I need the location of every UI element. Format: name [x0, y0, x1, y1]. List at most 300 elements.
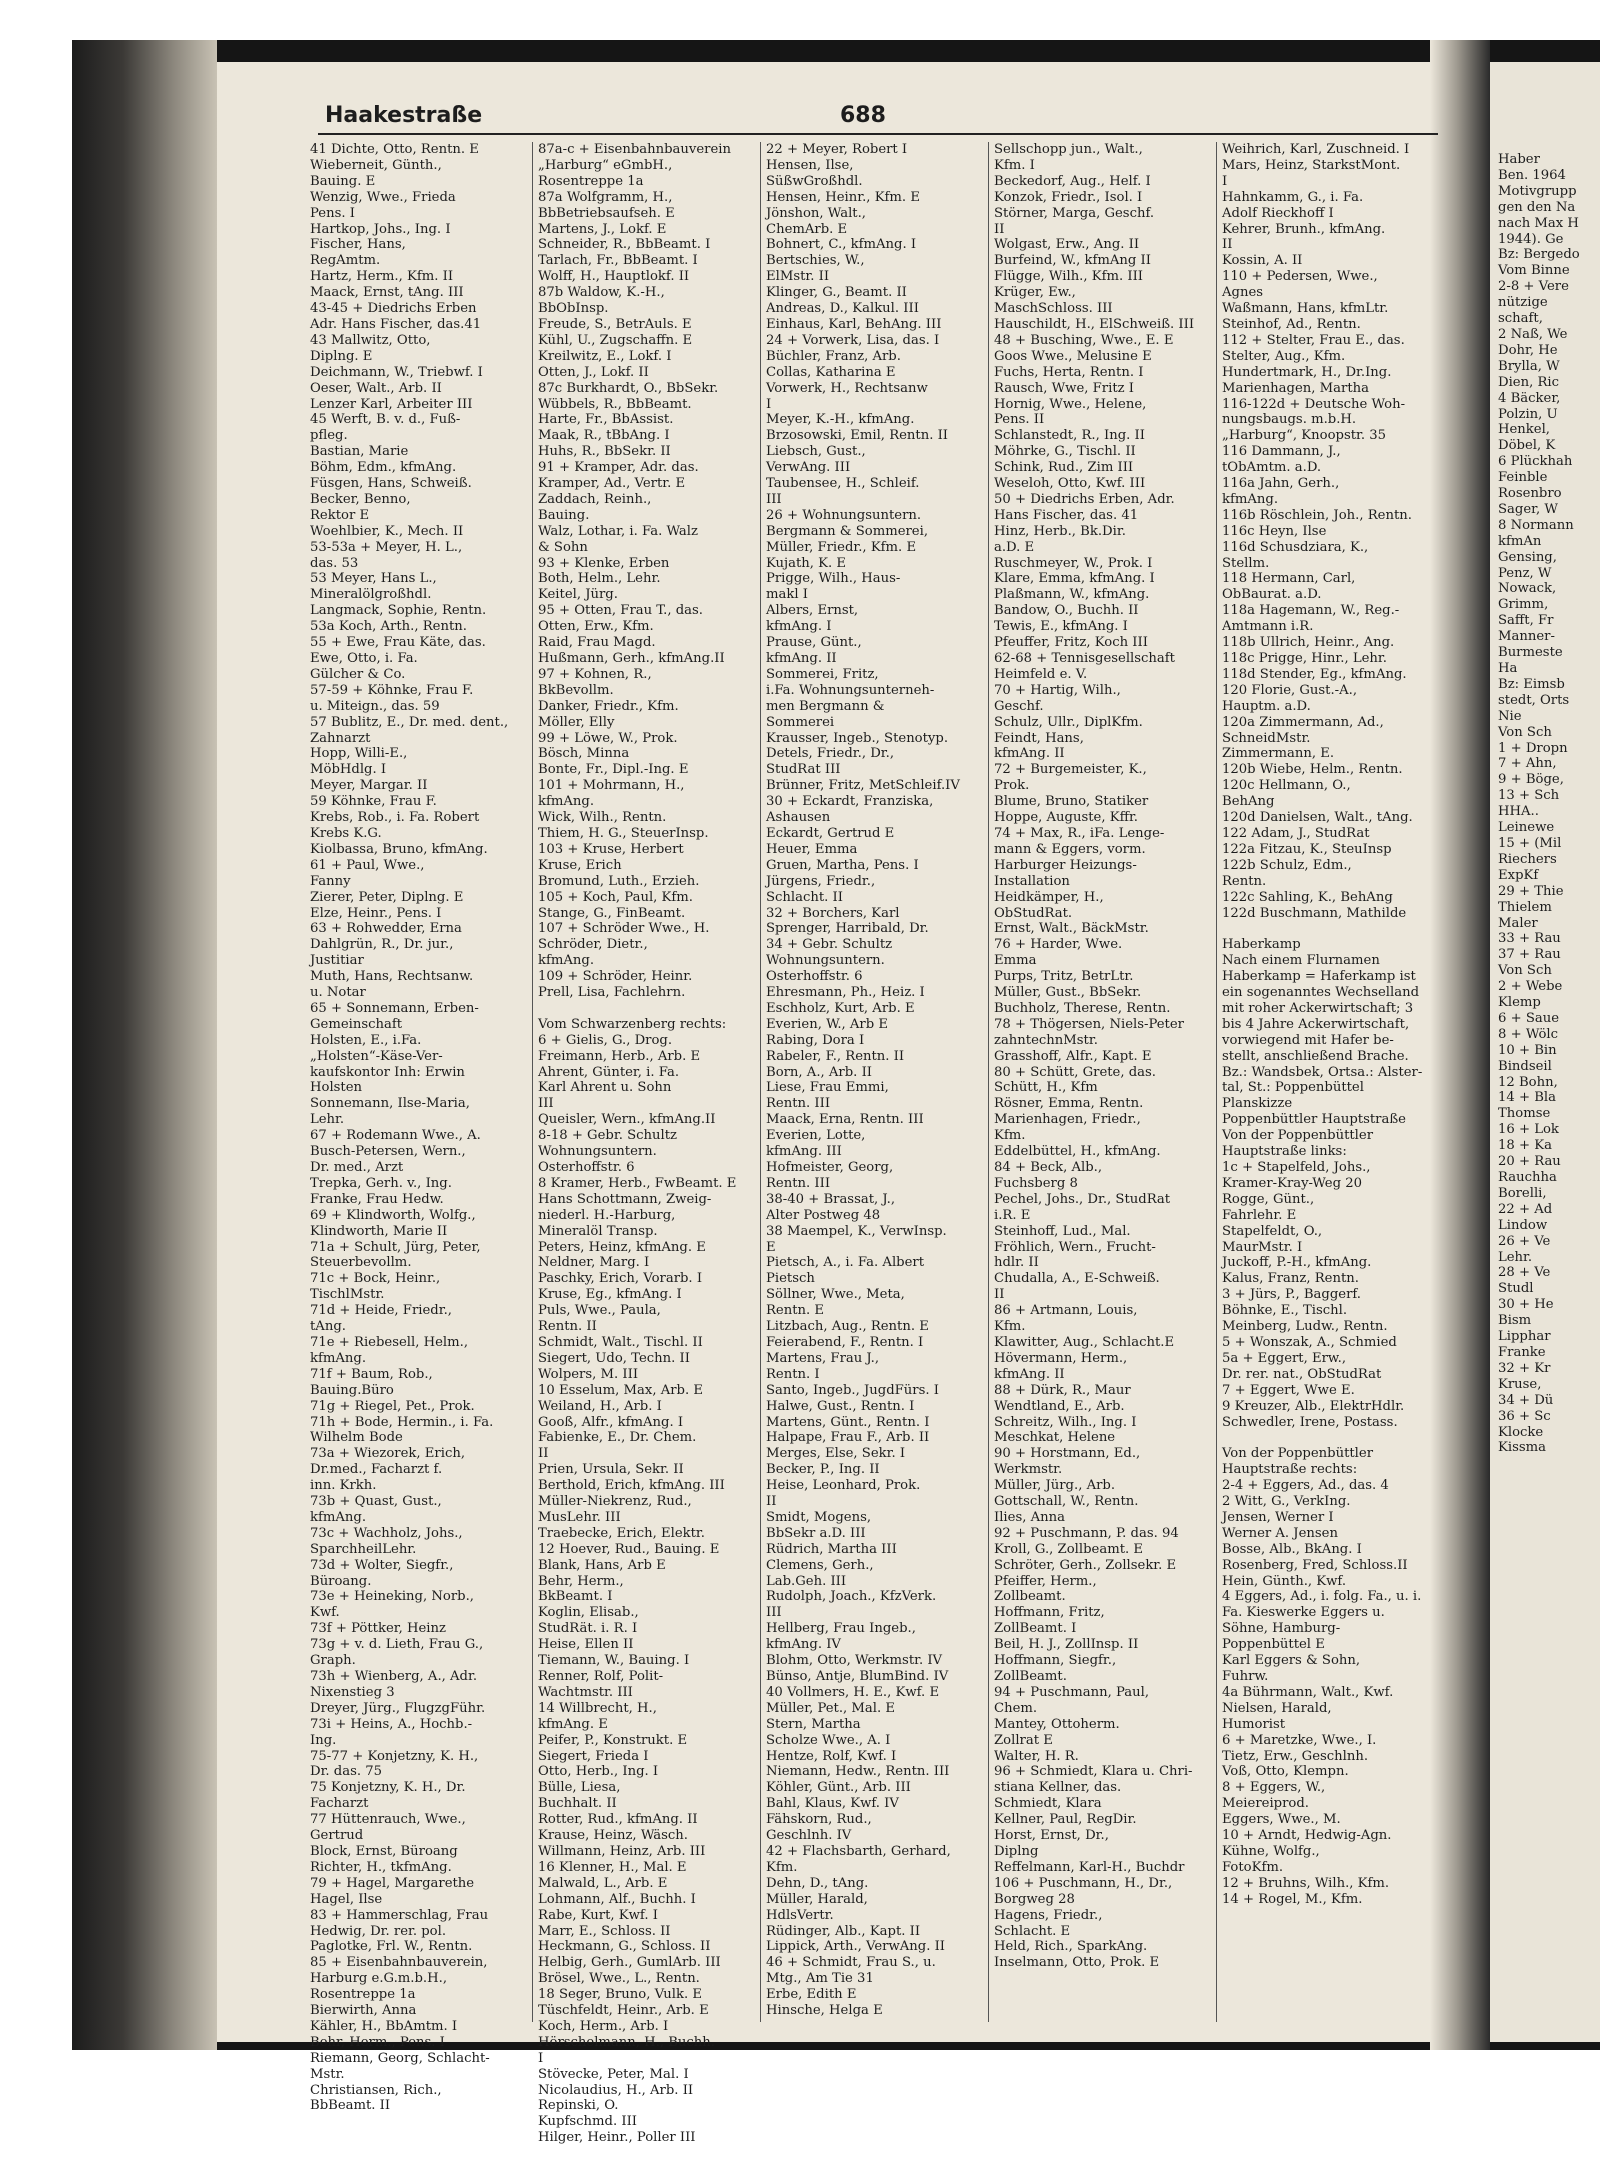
directory-entry: Tietz, Erw., Geschlnh. — [1222, 1748, 1369, 1764]
directory-entry: nungsbaugs. m.b.H. — [1222, 412, 1357, 428]
directory-entry: Freimann, Herb., Arb. E — [538, 1048, 701, 1064]
directory-entry: 87c Burkhardt, O., BbSekr. — [538, 380, 719, 396]
directory-entry: Ernst, Walt., BäckMstr. — [994, 921, 1149, 937]
directory-entry: 86 + Artmann, Louis, — [994, 1303, 1138, 1319]
directory-entry: Werner A. Jensen — [1222, 1525, 1338, 1541]
directory-entry: Martens, J., Lokf. E — [538, 221, 667, 237]
directory-entry: 10 Esselum, Max, Arb. E — [538, 1382, 704, 1398]
directory-entry: 90 + Horstmann, Ed., — [994, 1446, 1141, 1462]
directory-entry: Krebs K.G. — [310, 825, 382, 841]
directory-entry: niederl. H.-Harburg, — [538, 1207, 676, 1223]
directory-entry: Harburg e.G.m.b.H., — [310, 1971, 448, 1987]
directory-entry: ElMstr. II — [766, 269, 830, 285]
directory-entry: 118a Hagemann, W., Reg.- — [1222, 603, 1400, 619]
directory-entry: 120c Hellmann, O., — [1222, 778, 1351, 794]
directory-entry: Hörschelmann, H., Buchh. — [538, 2034, 715, 2050]
directory-entry: Stange, G., FinBeamt. — [538, 905, 686, 921]
adjacent-page-fragment: Safft, Fr — [1498, 613, 1554, 629]
directory-entry: Marienhagen, Friedr., — [994, 1112, 1141, 1128]
directory-entry: Kalus, Franz, Rentn. — [1222, 1271, 1359, 1287]
directory-entry: Rektor E — [310, 507, 370, 523]
adjacent-page-fragment: 26 + Ve — [1498, 1233, 1551, 1249]
directory-entry: E — [766, 1239, 776, 1255]
adjacent-page-fragment: Dohr, He — [1498, 342, 1558, 358]
directory-entry: Taubensee, H., Schleif. — [766, 476, 920, 492]
directory-entry: II — [1222, 237, 1233, 253]
directory-entry: Fähskorn, Rud., — [766, 1812, 872, 1828]
directory-entry: Borgweg 28 — [994, 1891, 1075, 1907]
directory-entry: Paglotke, Frl. W., Rentn. — [310, 1939, 473, 1955]
directory-entry: Kehrer, Brunh., kfmAng. — [1222, 221, 1386, 237]
directory-entry: Danker, Friedr., Kfm. — [538, 698, 679, 714]
directory-entry: Schröter, Gerh., Zollsekr. E — [994, 1557, 1177, 1573]
directory-entry: Osterhoffstr. 6 — [538, 1160, 635, 1175]
directory-entry: 14 + Rogel, M., Kfm. — [1222, 1891, 1363, 1907]
directory-entry: kfmAng. II — [766, 651, 837, 666]
directory-entry: Rabeler, F., Rentn. II — [766, 1048, 905, 1064]
directory-entry: Wenzig, Wwe., Frieda — [310, 189, 456, 205]
directory-entry: u. Miteign., das. 59 — [310, 698, 440, 714]
adjacent-page-fragment: Polzin, U — [1498, 406, 1558, 422]
adjacent-page-fragment: 20 + Rau — [1498, 1154, 1561, 1170]
directory-entry: 71d + Heide, Friedr., — [310, 1303, 452, 1319]
directory-entry: Hans Fischer, das. 41 — [994, 507, 1139, 523]
directory-entry: 73a + Wiezorek, Erich, — [310, 1446, 466, 1462]
directory-entry: Kruse, Erich — [538, 857, 622, 873]
directory-entry — [1222, 1430, 1437, 1446]
directory-entry: Hinsche, Helga E — [766, 2003, 883, 2019]
directory-entry: BbBetriebsaufseh. E — [538, 205, 675, 221]
directory-entry: Von der Poppenbüttler — [1222, 1446, 1373, 1462]
adjacent-page-fragment: 16 + Lok — [1498, 1122, 1559, 1138]
adjacent-page-fragment: Bz: Eimsb — [1498, 676, 1565, 692]
directory-entry: Schlacht. E — [994, 1923, 1071, 1939]
directory-entry: TischlMstr. — [310, 1287, 385, 1303]
directory-entry: Schmiedt, Klara — [994, 1796, 1102, 1812]
directory-entry: Rentn. III — [766, 1175, 831, 1191]
directory-entry: Fuhrw. — [1222, 1669, 1269, 1684]
directory-entry: Beil, H. J., ZollInsp. II — [994, 1637, 1139, 1653]
directory-entry: bis 4 Jahre Ackerwirtschaft, — [1222, 1016, 1410, 1032]
directory-entry: Sellschopp jun., Walt., — [994, 142, 1143, 157]
directory-entry: Lehr. — [310, 1112, 345, 1128]
directory-entry: Rausch, Wwe, Fritz I — [994, 380, 1134, 396]
directory-entry: Kujath, K. E — [766, 555, 847, 571]
directory-entry: stiana Kellner, das. — [994, 1780, 1122, 1796]
directory-entry: Lohmann, Alf., Buchh. I — [538, 1891, 696, 1907]
directory-entry: Born, A., Arb. II — [766, 1064, 872, 1080]
directory-entry: Agnes — [1222, 285, 1264, 301]
directory-entry: Dr.med., Facharzt f. — [310, 1462, 443, 1478]
directory-entry: 43 Mallwitz, Otto, — [310, 332, 431, 348]
adjacent-page-fragment: Lipphar — [1498, 1329, 1551, 1345]
directory-entry: Tewis, E., kfmAng. I — [994, 619, 1128, 635]
directory-entry: Eddelbüttel, H., kfmAng. — [994, 1144, 1161, 1160]
directory-entry: 8-18 + Gebr. Schultz — [538, 1128, 677, 1144]
directory-entry: 45 Werft, B. v. d., Fuß- — [310, 412, 461, 428]
directory-entry: Schink, Rud., Zim III — [994, 460, 1134, 476]
directory-entry: Feierabend, F., Rentn. I — [766, 1334, 924, 1350]
directory-entry: Bandow, O., Buchh. II — [994, 603, 1139, 619]
directory-entry: Rentn. — [1222, 873, 1267, 889]
adjacent-page-fragment: Penz, W — [1498, 565, 1552, 581]
adjacent-page-fragment: Döbel, K — [1498, 438, 1556, 454]
directory-entry: Prell, Lisa, Fachlehrn. — [538, 985, 686, 1001]
directory-entry: kfmAng. IV — [766, 1637, 841, 1653]
directory-entry: Geschf. — [994, 698, 1044, 714]
directory-entry: I — [538, 2050, 544, 2066]
directory-entry: Scholze Wwe., A. I — [766, 1732, 891, 1748]
directory-entry: Ilies, Anna — [994, 1509, 1065, 1525]
directory-entry: Kfm. — [994, 1319, 1026, 1335]
directory-entry: Humorist — [1222, 1716, 1286, 1732]
directory-entry: Nicolaudius, H., Arb. II — [538, 2082, 694, 2098]
directory-entry: 9 Kreuzer, Alb., ElektrHdlr. — [1222, 1398, 1405, 1414]
adjacent-page-fragment: nützige — [1498, 295, 1548, 311]
directory-entry: Heise, Ellen II — [538, 1637, 634, 1653]
directory-entry: 22 + Meyer, Robert I — [766, 142, 908, 157]
column-separator — [1216, 142, 1217, 2022]
directory-entry: Schulz, Ullr., DiplKfm. — [994, 714, 1143, 730]
directory-entry: Wilhelm Bode — [310, 1430, 403, 1446]
adjacent-page-fragment: 10 + Bin — [1498, 1042, 1557, 1058]
directory-entry — [538, 1001, 753, 1017]
directory-entry: Purps, Tritz, BetrLtr. — [994, 969, 1134, 985]
directory-entry: Wolff, H., Hauptlokf. II — [538, 269, 690, 285]
directory-entry: Meschkat, Helene — [994, 1430, 1116, 1446]
directory-entry: 63 + Rohwedder, Erna — [310, 921, 462, 937]
directory-entry: Rotter, Rud., kfmAng. II — [538, 1812, 698, 1828]
adjacent-page-fragment: 14 + Bla — [1498, 1090, 1556, 1106]
directory-entry: 6 + Gielis, G., Drog. — [538, 1032, 673, 1048]
directory-entry: Krüger, Ew., — [994, 285, 1076, 301]
directory-entry: stellt, anschließend Brache. — [1222, 1048, 1409, 1064]
directory-entry: Söhne, Hamburg- — [1222, 1621, 1341, 1637]
directory-entry: Tarlach, Fr., BbBeamt. I — [538, 253, 698, 269]
directory-entry: 110 + Pedersen, Wwe., — [1222, 269, 1378, 285]
directory-entry: Vorwerk, H., Rechtsanw — [766, 380, 928, 396]
directory-entry: Hagel, Ilse — [310, 1891, 383, 1907]
directory-entry: 61 + Paul, Wwe., — [310, 857, 425, 873]
directory-entry: Steinhof, Ad., Rentn. — [1222, 316, 1361, 332]
directory-entry: Wendtland, E., Arb. — [994, 1398, 1125, 1414]
directory-entry: Diplng — [994, 1843, 1039, 1859]
adjacent-page-fragment: Burmeste — [1498, 645, 1563, 661]
directory-entry: Steuerbevollm. — [310, 1255, 412, 1271]
directory-entry: Poppenbüttler Hauptstraße — [1222, 1112, 1406, 1128]
adjacent-page-fragment: Manner- — [1498, 629, 1555, 645]
directory-entry: 116-122d + Deutsche Woh- — [1222, 396, 1406, 412]
directory-entry: Zaddach, Reinh., — [538, 491, 652, 507]
directory-entry: Schröder, Dietr., — [538, 937, 648, 953]
directory-entry: Clemens, Gerh., — [766, 1557, 874, 1573]
adjacent-page-fragment: Vom Binne — [1498, 263, 1570, 279]
directory-entry: kfmAng. I — [766, 619, 832, 635]
directory-entry: Emma — [994, 953, 1037, 969]
directory-entry: 41 Dichte, Otto, Rentn. E — [310, 142, 479, 157]
adjacent-page-fragment: 2 Naß, We — [1498, 326, 1568, 342]
directory-entry: Kramer-Kray-Weg 20 — [1222, 1175, 1362, 1191]
directory-entry: Kroll, G., Zollbeamt. E — [994, 1541, 1144, 1557]
directory-entry: I — [1222, 173, 1228, 189]
directory-entry: II — [538, 1446, 549, 1462]
directory-entry: Dehn, D., tAng. — [766, 1875, 869, 1891]
directory-entry: 73i + Heins, A., Hochb.- — [310, 1716, 473, 1732]
directory-entry: Otto, Herb., Ing. I — [538, 1764, 659, 1780]
directory-entry: 94 + Puschmann, Paul, — [994, 1684, 1150, 1700]
adjacent-page-fragment: 8 + Wölc — [1498, 1026, 1559, 1042]
adjacent-page-fragment: 1944). Ge — [1498, 231, 1564, 247]
directory-entry: Haberkamp — [1222, 937, 1301, 953]
directory-entry: Eckardt, Gertrud E — [766, 825, 895, 841]
directory-entry: Störner, Marga, Geschf. — [994, 205, 1155, 221]
directory-entry: kfmAng. — [310, 1509, 367, 1525]
adjacent-page-fragment: 28 + Ve — [1498, 1265, 1551, 1281]
directory-entry: Müller, Friedr., Kfm. E — [766, 539, 917, 555]
directory-entry: Hundertmark, H., Dr.Ing. — [1222, 364, 1392, 380]
directory-entry: BkBeamt. I — [538, 1589, 613, 1605]
directory-entry: Kramper, Ad., Vertr. E — [538, 476, 686, 492]
directory-entry: Blohm, Otto, Werkmstr. IV — [766, 1653, 943, 1669]
directory-entry: Rosentreppe 1a — [538, 173, 644, 189]
adjacent-page-fragment: Feinble — [1498, 470, 1548, 486]
directory-entry: Bierwirth, Anna — [310, 2003, 417, 2019]
directory-entry: 116a Jahn, Gerh., — [1222, 476, 1340, 492]
adjacent-page-fragment: Thielem — [1498, 899, 1552, 915]
directory-entry: Berthold, Erich, kfmAng. III — [538, 1478, 725, 1494]
adjacent-page-fragment: Borelli, — [1498, 1185, 1547, 1201]
adjacent-page-fragment: Riechers — [1498, 851, 1557, 867]
directory-entry: Hornig, Wwe., Helene, — [994, 396, 1147, 412]
directory-entry: 59 Köhnke, Frau F. — [310, 794, 437, 810]
directory-entry: Becker, P., Ing. II — [766, 1462, 880, 1478]
directory-entry: Everien, Lotte, — [766, 1128, 866, 1144]
directory-entry: Rentn. I — [766, 1366, 820, 1382]
directory-entry: Gemeinschaft — [310, 1016, 403, 1032]
adjacent-page-fragment: Sager, W — [1498, 501, 1558, 517]
directory-entry: Mantey, Ottoherm. — [994, 1716, 1120, 1732]
adjacent-page-fragment: 29 + Thie — [1498, 883, 1564, 899]
directory-entry: Jürgens, Friedr., — [766, 873, 876, 889]
directory-entry: I — [766, 396, 772, 412]
directory-entry: Poppenbüttel E — [1222, 1637, 1325, 1653]
adjacent-page-fragment: Maler — [1498, 915, 1538, 931]
column-3 — [766, 142, 981, 2022]
directory-entry: Raid, Frau Magd. — [538, 635, 656, 651]
directory-entry: 73b + Quast, Gust., — [310, 1494, 442, 1510]
adjacent-page-fragment: Henkel, — [1498, 422, 1551, 438]
adjacent-page-fragment: Kissma — [1498, 1440, 1546, 1456]
directory-entry: Stern, Martha — [766, 1716, 861, 1732]
adjacent-page-fragment: 6 Plückhah — [1498, 454, 1573, 470]
directory-entry: Alter Postweg 48 — [766, 1207, 881, 1223]
directory-entry: Stelter, Aug., Kfm. — [1222, 348, 1346, 364]
directory-entry: Müller, Jürg., Arb. — [994, 1478, 1116, 1494]
column-4 — [994, 142, 1209, 2022]
directory-entry: 7 + Eggert, Wwe E. — [1222, 1382, 1355, 1398]
directory-entry: Hauschildt, H., ElSchweiß. III — [994, 316, 1195, 332]
directory-entry: Wieberneit, Günth., — [310, 157, 442, 173]
directory-entry: Bösch, Minna — [538, 746, 630, 762]
directory-entry: Koglin, Elisab., — [538, 1605, 639, 1621]
directory-entry: Büchler, Franz, Arb. — [766, 348, 901, 364]
directory-entry: 42 + Flachsbarth, Gerhard, — [766, 1843, 951, 1859]
directory-entry: men Bergmann & — [766, 698, 885, 714]
directory-entry: 122 Adam, J., StudRat — [1222, 825, 1370, 841]
directory-entry: Hauptstraße links: — [1222, 1144, 1347, 1160]
directory-entry: kfmAng. — [538, 953, 595, 969]
directory-entry: Hensen, Ilse, — [766, 157, 854, 173]
directory-entry: 71a + Schult, Jürg, Peter, — [310, 1239, 481, 1255]
directory-entry: Erbe, Edith E — [766, 1987, 857, 2003]
adjacent-page-fragment: gen den Na — [1498, 199, 1576, 215]
column-separator — [760, 142, 761, 2022]
directory-entry: Klare, Emma, kfmAng. I — [994, 571, 1155, 587]
directory-entry: Feindt, Hans, — [994, 730, 1084, 746]
directory-entry: 93 + Klenke, Erben — [538, 555, 670, 571]
directory-entry: Bastian, Marie — [310, 444, 409, 460]
directory-entry: Zierer, Peter, Diplng. E — [310, 889, 464, 905]
directory-entry: Füsgen, Hans, Schweiß. — [310, 476, 472, 492]
directory-entry: 30 + Eckardt, Franziska, — [766, 794, 934, 810]
directory-entry: Thiem, H. G., SteuerInsp. — [538, 825, 709, 841]
directory-entry: Fanny — [310, 873, 351, 889]
directory-entry: Litzbach, Aug., Rentn. E — [766, 1319, 929, 1335]
directory-entry: 1c + Stapelfeld, Johs., — [1222, 1160, 1371, 1175]
directory-columns — [310, 142, 1440, 2146]
adjacent-page-fragment: 8 Normann — [1498, 517, 1574, 533]
directory-entry: 57-59 + Köhnke, Frau F. — [310, 682, 474, 698]
adjacent-page-fragment: 22 + Ad — [1498, 1201, 1553, 1217]
directory-entry: „Harburg“, Knoopstr. 35 — [1222, 428, 1387, 444]
directory-entry: Koch, Herm., Arb. I — [538, 2018, 669, 2034]
directory-entry: BkBevollm. — [538, 682, 614, 698]
directory-entry: SparchheilLehr. — [310, 1541, 417, 1557]
directory-entry: Fa. Kieswerke Eggers u. — [1222, 1605, 1385, 1621]
adjacent-page-fragment: 9 + Böge, — [1498, 772, 1564, 788]
directory-entry: II — [994, 221, 1005, 237]
directory-entry: 105 + Koch, Paul, Kfm. — [538, 889, 693, 905]
directory-entry: Ahrent, Günter, i. Fa. — [538, 1064, 680, 1080]
directory-entry: Siegert, Frieda I — [538, 1748, 649, 1764]
adjacent-page-fragment: Thomse — [1498, 1106, 1551, 1122]
directory-entry: Waßmann, Hans, kfmLtr. — [1222, 301, 1389, 317]
directory-entry: 40 Vollmers, H. E., Kwf. E — [766, 1684, 940, 1700]
directory-entry: Behr, Herm., Pens. I — [310, 2034, 445, 2050]
directory-entry: Buchhalt. II — [538, 1796, 617, 1812]
directory-entry: Adr. Hans Fischer, das.41 — [310, 316, 482, 332]
directory-entry: Elze, Heinr., Pens. I — [310, 905, 442, 921]
directory-entry: 16 Klenner, H., Mal. E — [538, 1859, 687, 1875]
directory-entry: 75-77 + Konjetzny, K. H., — [310, 1748, 479, 1764]
directory-entry: Maack, Erna, Rentn. III — [766, 1112, 924, 1128]
directory-entry: BbBeamt. II — [310, 2098, 391, 2114]
directory-entry: Rentn. E — [766, 1303, 825, 1319]
directory-entry: Rabing, Dora I — [766, 1032, 865, 1048]
directory-entry: 77 Hüttenrauch, Wwe., — [310, 1812, 466, 1828]
directory-entry: ein sogenanntes Wechselland — [1222, 985, 1420, 1001]
directory-entry: Hauptm. a.D. — [1222, 698, 1311, 714]
directory-entry: Busch-Petersen, Wern., — [310, 1144, 466, 1160]
directory-entry: Marr, E., Schloss. II — [538, 1923, 671, 1939]
directory-entry: Werkmstr. — [994, 1462, 1063, 1478]
directory-entry: Neldner, Marg. I — [538, 1255, 650, 1271]
adjacent-page-fragment: 12 Bohn, — [1498, 1074, 1558, 1090]
directory-entry: Bauing. E — [310, 173, 376, 189]
directory-entry: III — [538, 1096, 554, 1112]
header-rule — [318, 133, 1438, 135]
directory-entry: Otten, Erw., Kfm. — [538, 619, 654, 635]
directory-entry: Renner, Rolf, Polit- — [538, 1669, 664, 1684]
adjacent-page-text — [1498, 152, 1618, 1456]
column-1 — [310, 142, 525, 2114]
directory-entry: 112 + Stelter, Frau E., das. — [1222, 332, 1405, 348]
directory-entry: Rudolph, Joach., KfzVerk. — [766, 1589, 937, 1605]
directory-entry: Wolpers, M. III — [538, 1366, 639, 1382]
directory-entry: Pens. I — [310, 205, 355, 221]
directory-entry: Mtg., Am Tie 31 — [766, 1971, 874, 1987]
directory-entry: kfmAng. III — [766, 1144, 842, 1160]
directory-entry: Schlanstedt, R., Ing. II — [994, 428, 1145, 444]
directory-entry: das. 53 — [310, 555, 359, 571]
directory-entry: 116d Schusdziara, K., — [1222, 539, 1369, 555]
directory-entry: Heimfeld e. V. — [994, 666, 1088, 682]
directory-entry: 4a Bührmann, Walt., Kwf. — [1222, 1684, 1394, 1700]
directory-entry: 116c Heyn, Ilse — [1222, 523, 1327, 539]
adjacent-page-fragment: stedt, Orts — [1498, 692, 1570, 708]
directory-entry: Adolf Rieckhoff I — [1222, 205, 1334, 221]
directory-entry: 116b Röschlein, Joh., Rentn. — [1222, 507, 1412, 523]
directory-entry: Held, Rich., SparkAng. — [994, 1939, 1148, 1955]
directory-entry: Konzok, Friedr., Isol. I — [994, 189, 1143, 205]
directory-entry: MaurMstr. I — [1222, 1239, 1303, 1255]
directory-entry: Mineralölgroßhdl. — [310, 587, 432, 603]
directory-entry: Harburger Heizungs- — [994, 857, 1137, 873]
directory-entry: Diplng. E — [310, 348, 373, 364]
directory-entry: Sommerei — [766, 714, 835, 730]
directory-entry: 73h + Wienberg, A., Adr. — [310, 1669, 478, 1684]
adjacent-page-fragment: Rauchha — [1498, 1170, 1557, 1185]
directory-entry: 73e + Heineking, Norb., — [310, 1589, 474, 1605]
directory-entry: 118c Prigge, Hinr., Lehr. — [1222, 651, 1387, 666]
directory-entry: Pens. II — [994, 412, 1045, 428]
directory-entry: Zollbeamt. — [994, 1589, 1066, 1605]
directory-entry: Liese, Frau Emmi, — [766, 1080, 889, 1096]
directory-entry: Heuer, Emma — [766, 841, 858, 857]
directory-entry: Hoffmann, Fritz, — [994, 1605, 1105, 1621]
directory-entry: Otten, J., Lokf. II — [538, 364, 649, 380]
directory-entry: 32 + Borchers, Karl — [766, 905, 900, 921]
directory-entry: tal, St.: Poppenbüttel — [1222, 1080, 1364, 1096]
directory-entry: Gertrud — [310, 1828, 364, 1844]
adjacent-page-fragment: 13 + Sch — [1498, 788, 1560, 804]
directory-entry: 69 + Klindworth, Wolfg., — [310, 1207, 476, 1223]
directory-entry: Puls, Wwe., Paula, — [538, 1303, 661, 1319]
directory-entry: 103 + Kruse, Herbert — [538, 841, 684, 857]
directory-entry: 6 + Maretzke, Wwe., I. — [1222, 1732, 1377, 1748]
directory-entry: 75 Konjetzny, K. H., Dr. — [310, 1780, 466, 1796]
directory-entry: 122c Sahling, K., BehAng — [1222, 889, 1393, 905]
directory-entry: Walter, H. R. — [994, 1748, 1079, 1764]
directory-entry: Meinberg, Ludw., Rentn. — [1222, 1319, 1388, 1335]
directory-entry: Andreas, D., Kalkul. III — [766, 301, 919, 317]
directory-entry: SchneidMstr. — [1222, 730, 1311, 746]
directory-entry: Huhs, R., BbSekr. II — [538, 444, 671, 460]
directory-entry: Deichmann, W., Triebwf. I — [310, 364, 483, 380]
directory-entry: Jensen, Werner I — [1222, 1509, 1334, 1525]
directory-entry: Hentze, Rolf, Kwf. I — [766, 1748, 897, 1764]
adjacent-page-fragment: kfmAn — [1498, 533, 1542, 549]
